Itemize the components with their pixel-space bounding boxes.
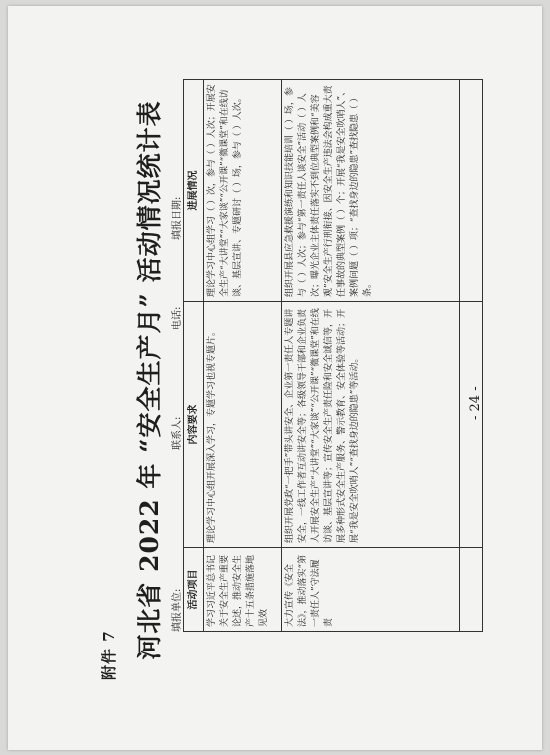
table-row [282,80,460,632]
filler-unit-label: 填报单位: [172,588,183,632]
fill-date-label: 填报日期: [172,196,183,240]
contact-person-label: 联系人: [172,416,183,450]
activity-statistics-table [183,79,483,632]
empty-cell [460,548,483,632]
table-row [204,80,282,632]
table-header-row [184,80,204,632]
page-title: 河北省 2022 年 “安全生产月” 活动情况统计表 [135,100,164,660]
header-content-requirements: 内容要求 [184,302,204,548]
phone-label: 电话: [172,306,183,330]
page-number: - 24 - [468,386,483,420]
empty-cell [460,80,483,302]
activity-item-cell: 大力宣传《安全法》，推动落实“第一责任人”守法履责 [282,548,460,632]
header-activity-item: 活动项目 [184,548,204,632]
progress-cell: 组织开展县应急救援演练和知识技能培训（ ）场，参与（ ）人次；参与“第一责任人谈安全”活动（ ）人次；曝光企业主体责任落实不到位典型案例和“美容观”安全生产行刑衔接、因安全生产违法会构成重大责任事故的典型案例（ ）个；开展“我是安全吹哨人”、案例问题（ ）项；“查找身边的隐患”查找隐患（ ）条。 [282,80,460,302]
progress-cell: 理论学习中心组学习（ ）次，参与（ ）人次；开展安全生产“大讲堂”“大家谈”“公开课”“微课堂”和在线访谈、基层宣讲、专题研讨（ ）场，参与（ ）人次。 [204,80,282,302]
document-page [8,6,542,750]
requirement-cell: 组织开展党政“一把手”带头讲安全、企业第一责任人专题讲安全，一线工作者互动讲安全等；各级领导干部和企业负责人开展安全生产“大讲堂”“大家谈”“公开课”“微课堂”和在线访谈、基层宣讲等；宣传安全生产责任险和安全诚信等，开展多种形式安全生产服务、警示教育、安全体验等活动；开展“我是安全吹哨人”“查找身边的隐患”等活动。 [282,302,460,548]
attachment-label: 附件 7 [100,630,118,680]
empty-cell [460,302,483,548]
activity-item-cell: 学习习近平总书记关于安全生产重要论述，推动安全生产十五条措施落地见效 [204,548,282,632]
table-row-empty [460,80,483,632]
header-progress: 进展情况 [184,80,204,302]
rotated-page-content [8,6,542,750]
requirement-cell: 理论学习中心组开展深入学习，专题学习也视专题片。 [204,302,282,548]
